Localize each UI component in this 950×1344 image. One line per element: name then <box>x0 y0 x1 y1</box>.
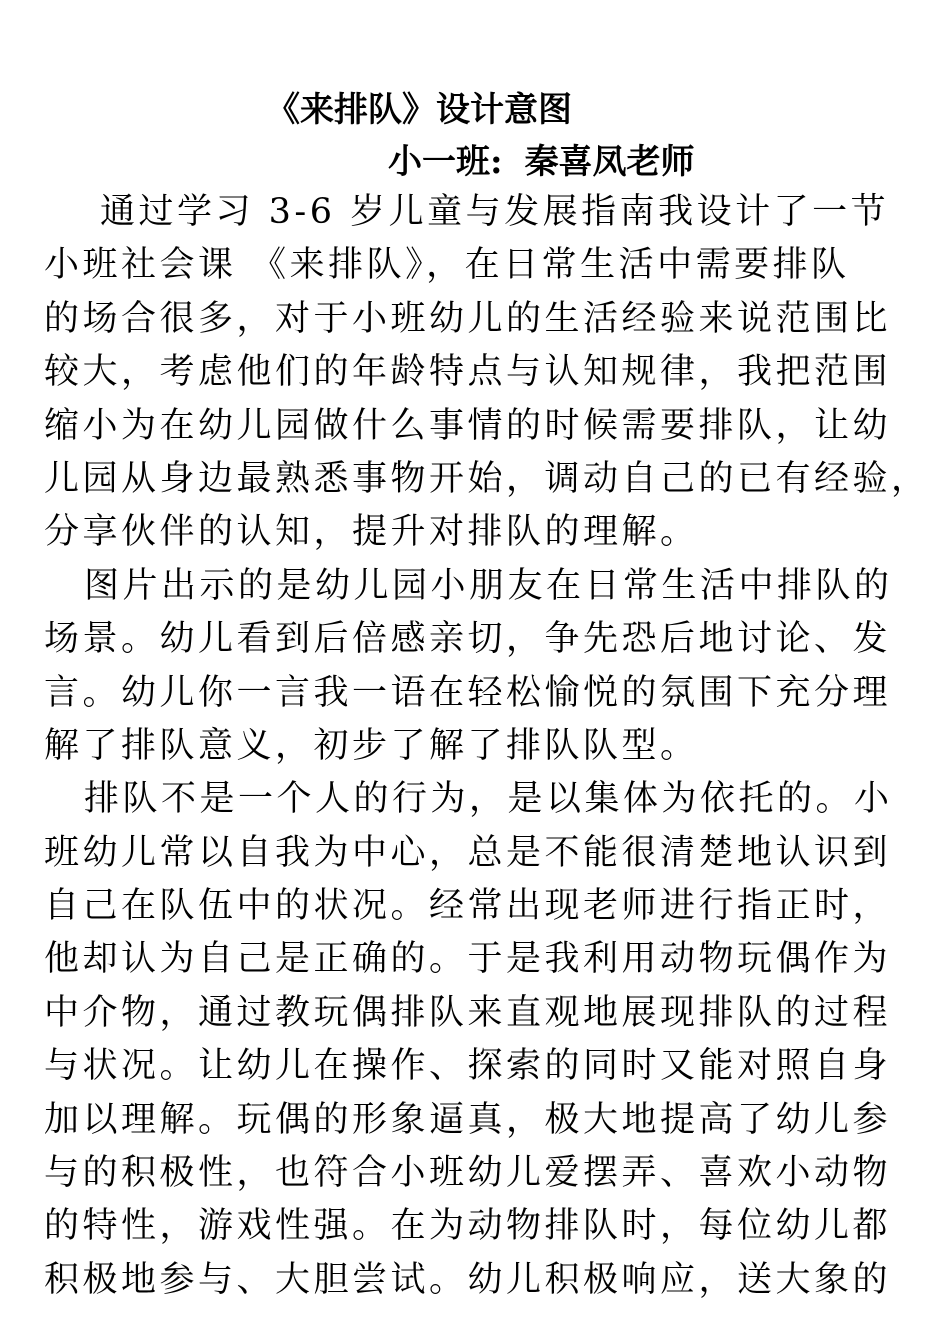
text-line: 通过学习 3-6 岁儿童与发展指南我设计了一节 <box>100 192 890 232</box>
text-line: 他却认为自己是正确的。于是我利用动物玩偶作为 <box>44 939 892 980</box>
text-line: 小班社会课 《来排队》，在日常生活中需要排队 <box>44 245 850 286</box>
text-line: 自己在队伍中的状况。经常出现老师进行指正时， <box>44 886 892 927</box>
text-line: 加以理解。玩偶的形象逼真，极大地提高了幼儿参 <box>44 1099 892 1140</box>
text-line: 班幼儿常以自我为中心，总是不能很清楚地认识到 <box>44 832 892 873</box>
text-line: 与的积极性，也符合小班幼儿爱摆弄、喜欢小动物 <box>44 1153 892 1194</box>
body-text <box>44 186 930 1307</box>
text-line: 分享伙伴的认知，提升对排队的理解。 <box>44 512 699 553</box>
text-line: 的特性，游戏性强。在为动物排队时，每位幼儿都 <box>44 1206 892 1247</box>
text-line: 场景。幼儿看到后倍感亲切，争先恐后地讨论、发 <box>44 619 892 660</box>
text-line: 的场合很多，对于小班幼儿的生活经验来说范围比 <box>44 298 892 339</box>
document-title: 《来排队》设计意图 <box>266 90 572 130</box>
text-line: 图片出示的是幼儿园小朋友在日常生活中排队的 <box>84 565 893 606</box>
text-line: 排队不是一个人的行为，是以集体为依托的。小 <box>84 779 893 820</box>
text-line: 与状况。让幼儿在操作、探索的同时又能对照自身 <box>44 1046 892 1087</box>
author-line <box>388 138 695 186</box>
text-line: 较大，考虑他们的年龄特点与认知规律，我把范围 <box>44 352 892 393</box>
class-name: 小一班: <box>388 142 503 182</box>
text-line: 言。幼儿你一言我一语在轻松愉悦的氛围下充分理 <box>44 672 892 713</box>
text-line: 儿园从身边最熟悉事物开始，调动自己的已有经验， <box>44 458 930 499</box>
teacher-name: 秦喜凤老师 <box>524 142 695 182</box>
text-line: 缩小为在幼儿园做什么事情的时候需要排队，让幼 <box>44 405 892 446</box>
text-line: 中介物，通过教玩偶排队来直观地展现排队的过程 <box>44 992 892 1033</box>
text-line: 解了排队意义，初步了解了排队队型。 <box>44 725 699 766</box>
text-line: 积极地参与、大胆尝试。幼儿积极响应，送大象的 <box>44 1259 892 1300</box>
